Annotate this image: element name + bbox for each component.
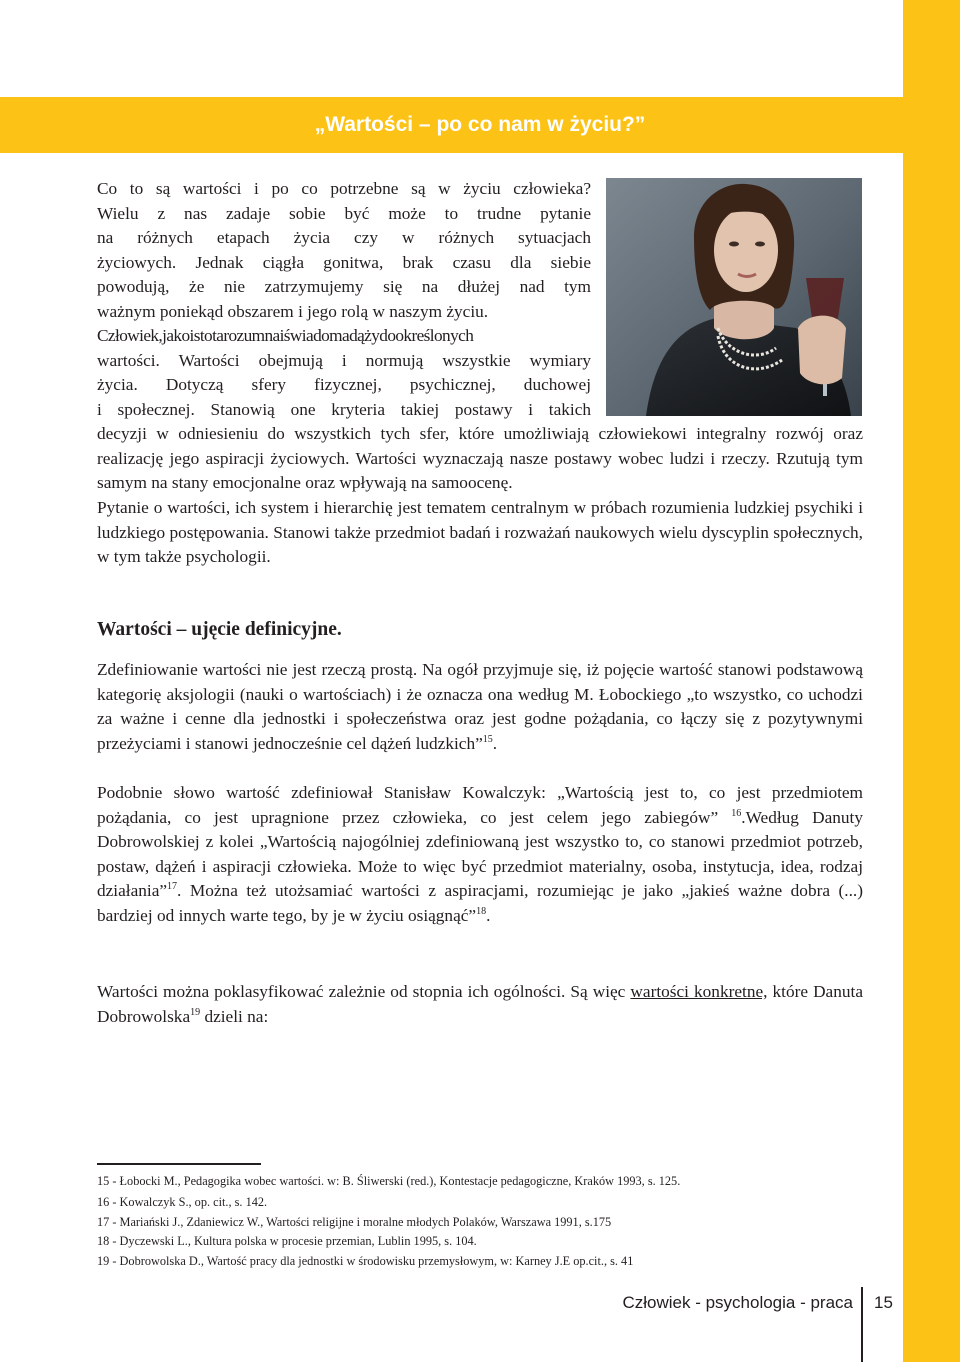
footnote-ref[interactable]: 18 [476, 905, 487, 917]
footnote-ref[interactable]: 16 [731, 807, 742, 819]
intro-paragraph-wrapped [97, 177, 591, 422]
text-run: . Można też utożsamiać wartości z aspiracjami, rozumiejąc je jako „jakieś ważne dobra (...) bardziej od innych warte tego, by je w życiu osiągnąć” [97, 881, 863, 925]
text-run: dzieli na: [200, 1006, 269, 1026]
text-line: wartości. Wartości obejmują i normują wszystkie wymiary [97, 350, 591, 370]
footnote-item: 15 - Łobocki M., Pedagogika wobec wartości. w: B. Śliwerski (red.), Kontestacje pedagogiczne, Kraków 1993, s. 125. [97, 1174, 681, 1188]
footnote-item: 19 - Dobrowolska D., Wartość pracy dla jednostki w środowisku przemysłowym, w: Karney J.E op.cit., s. 41 [97, 1254, 634, 1268]
classification-paragraph [97, 980, 863, 1029]
page-title: „Wartości – po co nam w życiu?” [314, 113, 646, 136]
text-line: powodują, że nie zatrzymujemy się na dłużej nad tym [97, 277, 591, 296]
footnote-item: 18 - Dyczewski L., Kultura polska w procesie przemian, Lublin 1995, s. 104. [97, 1234, 477, 1248]
text-run: .Według Danuty Dobrowolskiej z kolei „Wartością najogólniej zdefiniowaną jest wszystko to, co stanowi przedmiot potrzeb, postaw, dążeń i aspiracji człowieka. Może to więc być przedmiot materialny, osoba, instytucja, idea, rodzaj działania” [97, 807, 863, 900]
footnote-item: 17 - Mariański J., Zdaniewicz W., Wartości religijne i moralne młodych Polaków, Warszawa 1991, s.175 [97, 1215, 612, 1229]
text-run: . [486, 905, 491, 925]
text-line: Człowiek,jakoistotarozumnaiświadomadążydookreślonych [97, 326, 474, 345]
section-heading: Wartości – ujęcie definicyjne. [97, 619, 342, 640]
text-line: ważnym poniekąd obszarem i jego rolą w naszym życiu. [97, 301, 489, 321]
text-run: Wartości można poklasyfikować zależnie od stopnia ich ogólności. Są więc [97, 982, 631, 1001]
footer-divider [861, 1287, 863, 1362]
text-run: Zdefiniowanie wartości nie jest rzeczą prostą. Na ogół przyjmuje się, iż pojęcie wartość stanowi podstawową kategorię aksjologii (nauki o wartościach) i że oznacza ona według M. Łobockiego „to wszystko, co uchodzi za ważne i cenne dla jednostki i społeczeństwa oraz jest godne pożądania, co łączy się z pozytywnymi przeżyciami i stanowi jednocześnie cel dążeń ludzkich” [97, 660, 863, 753]
definition-paragraph-1 [97, 658, 863, 756]
text-line: życia. Dotyczą sfery fizycznej, psychicznej, duchowej [97, 375, 591, 394]
text-line: i społecznej. Stanowią one kryteria takiej postawy i takich [97, 399, 591, 419]
text-line: na różnych etapach życia czy w różnych sytuacjach [97, 228, 591, 247]
text-run: . [492, 733, 498, 753]
woman-with-glass-photo [606, 178, 862, 416]
text-run: które Danuta Dobrowolska [97, 982, 863, 1026]
text-line: Co to są wartości i po co potrzebne są w życiu człowieka? [97, 179, 591, 198]
intro-paragraph-continuation: decyzji w odniesieniu do wszystkich tych sfer, które umożliwiają człowiekowi integralny rozwój oraz realizację jego aspiracji życiowych. Wartości wyznaczają nasze postawy wobec ludzi i rzeczy. Rzutują tym samym na stany emocjonalne oraz wpływają na samoocenę. [97, 424, 863, 492]
page-number: 15 [874, 1293, 893, 1312]
concrete-values-link[interactable]: wartości konkretne, [630, 982, 768, 1001]
definition-paragraph-2 [97, 781, 863, 928]
text-line: Wielu z nas zadaje sobie być może to trudne pytanie [97, 203, 591, 223]
footer-title: Człowiek - psychologia - praca [622, 1293, 853, 1312]
footnote-ref[interactable]: 19 [190, 1006, 201, 1018]
footnote-divider [97, 1163, 261, 1165]
text-run: Podobnie słowo wartość zdefiniował Stanisław Kowalczyk: „Wartością jest to, co jest przedmiotem pożądania, co jest upragnione przez człowieka, co jest celem jego zabiegów” [97, 783, 863, 827]
side-accent-bar [903, 0, 960, 1362]
intro-paragraph-2: Pytanie o wartości, ich system i hierarchię jest tematem centralnym w próbach rozumienia ludzkiej psychiki i ludzkiego postępowania. Stanowi także przedmiot badań i rozważań naukowych wielu dyscyplin społecznych, w tym także psychologii. [97, 498, 863, 566]
footnote-ref[interactable]: 15 [482, 733, 493, 745]
footnote-ref[interactable]: 17 [167, 881, 178, 893]
footnote-item: 16 - Kowalczyk S., op. cit., s. 142. [97, 1195, 268, 1209]
text-line: życiowych. Jednak ciągła gonitwa, brak czasu dla siebie [97, 252, 591, 272]
